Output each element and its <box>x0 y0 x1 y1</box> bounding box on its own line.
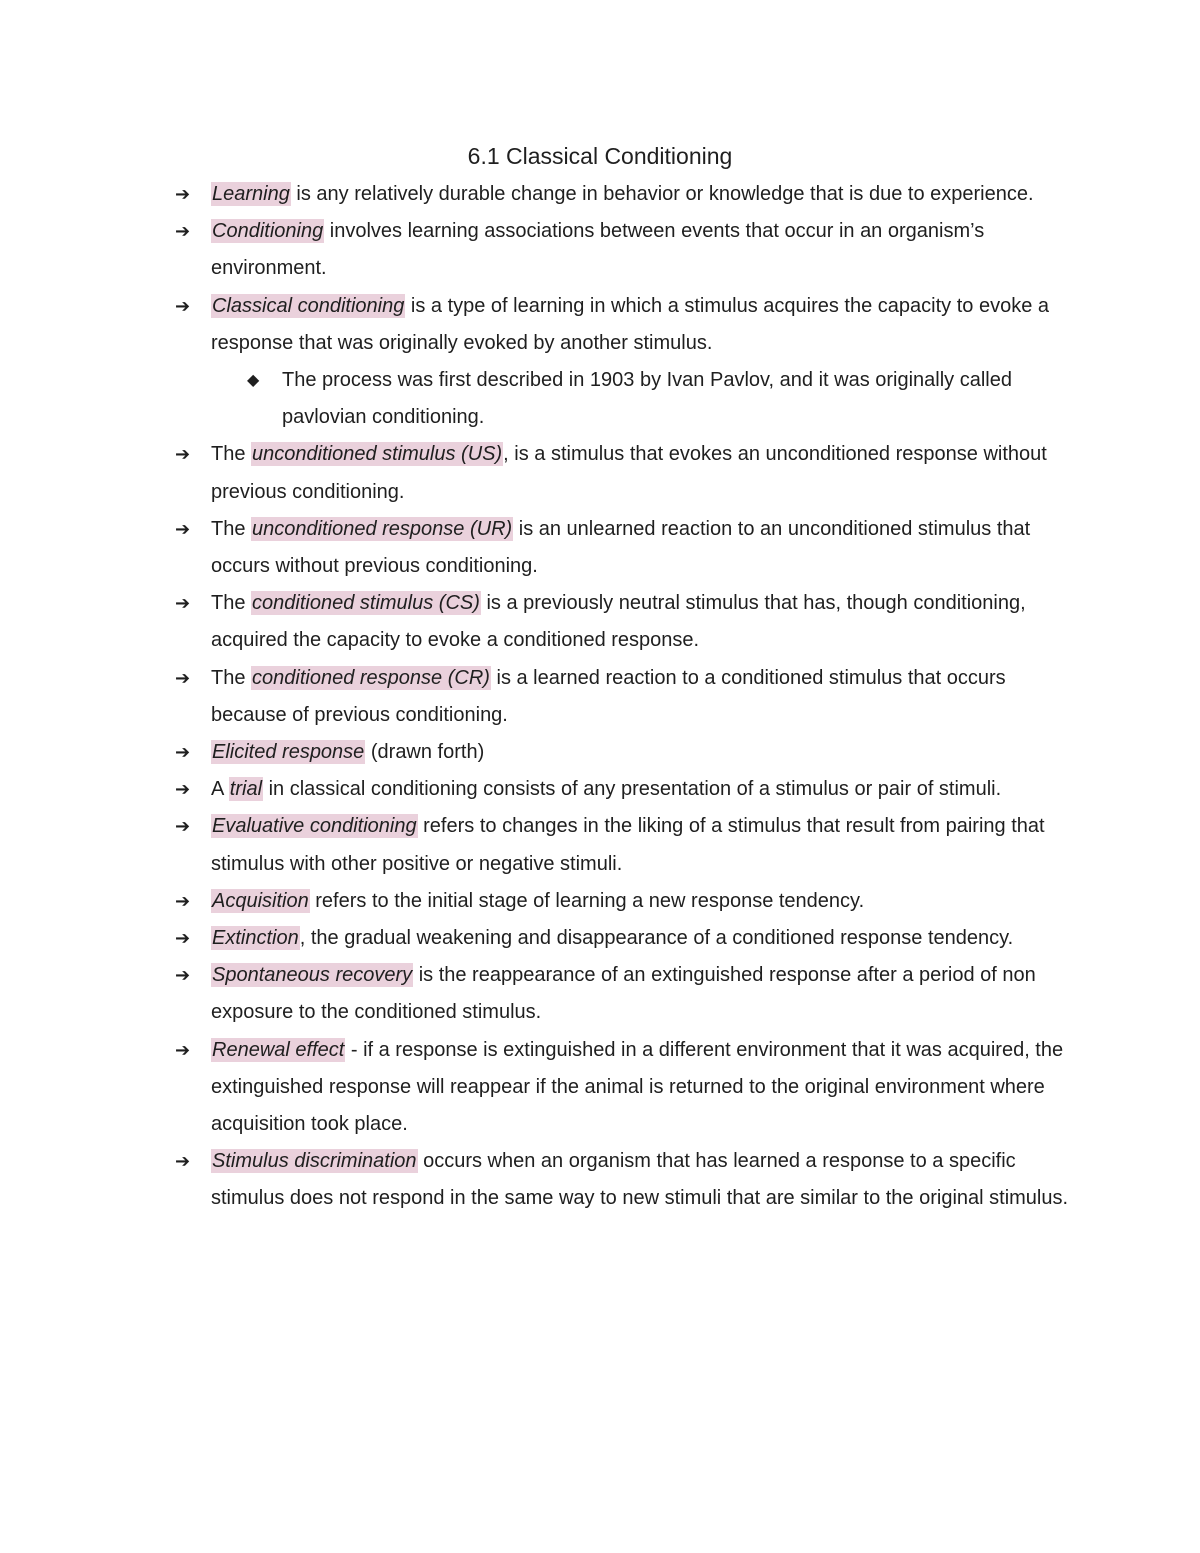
arrow-bullet-icon: ➔ <box>175 965 191 986</box>
sub-list-item <box>173 362 1073 436</box>
item-text: , the gradual weakening and disappearance of a conditioned response tendency. <box>299 927 1014 950</box>
list-item <box>173 957 1073 1031</box>
diamond-bullet-icon: ◆ <box>247 372 260 390</box>
highlighted-term: conditioned response (CR) <box>252 666 490 689</box>
highlighted-term: unconditioned response (UR) <box>252 517 513 540</box>
arrow-bullet-icon: ➔ <box>175 1039 191 1060</box>
item-text: is a previously neutral stimulus that has, though conditioning, acquired the capacity to evoke a conditioned response. <box>211 592 1026 652</box>
arrow-bullet-icon: ➔ <box>175 518 191 539</box>
item-text: is an unlearned reaction to an unconditioned stimulus that occurs without previous conditioning. <box>211 517 1031 578</box>
item-text: (drawn forth) <box>365 741 485 764</box>
list-item <box>173 883 1073 920</box>
highlighted-term: Evaluative conditioning <box>212 815 417 838</box>
item-text: is a type of learning in which a stimulus acquires the capacity to evoke a response that was originally evoked by another stimulus. <box>211 294 1049 354</box>
list-item <box>173 511 1073 585</box>
notes-list <box>173 176 1073 1218</box>
arrow-bullet-icon: ➔ <box>175 1151 191 1172</box>
highlighted-term: Conditioning <box>212 220 324 243</box>
arrow-bullet-icon: ➔ <box>175 816 191 837</box>
list-item <box>173 176 1073 213</box>
arrow-bullet-icon: ➔ <box>175 928 191 949</box>
list-item <box>173 1143 1073 1217</box>
page-title: 6.1 Classical Conditioning <box>467 143 733 169</box>
arrow-bullet-icon: ➔ <box>175 667 191 688</box>
item-text: refers to the initial stage of learning a new response tendency. <box>309 889 865 912</box>
highlighted-term: Renewal effect <box>212 1038 345 1061</box>
arrow-bullet-icon: ➔ <box>175 890 191 911</box>
arrow-bullet-icon: ➔ <box>175 295 191 316</box>
highlighted-term: unconditioned stimulus (US) <box>252 443 503 466</box>
item-prefix: The <box>211 517 252 540</box>
item-text: The process was first described in 1903 by Ivan Pavlov, and it was originally called pavlovian conditioning. <box>282 369 1012 429</box>
highlighted-term: Elicited response <box>212 741 365 764</box>
item-text: in classical conditioning consists of any presentation of a stimulus or pair of stimuli. <box>263 778 1002 801</box>
list-item <box>173 1032 1073 1144</box>
list-item <box>173 288 1073 362</box>
arrow-bullet-icon: ➔ <box>175 593 191 614</box>
item-text: , is a stimulus that evokes an unconditioned response without previous conditioning. <box>211 443 1047 503</box>
item-text: involves learning associations between events that occur in an organism’s environment. <box>211 220 985 280</box>
list-item <box>173 734 1073 771</box>
item-prefix: The <box>211 666 252 689</box>
item-prefix: The <box>211 443 252 466</box>
highlighted-term: Learning <box>212 183 290 205</box>
list-item <box>173 660 1073 734</box>
list-item <box>173 585 1073 659</box>
list-item <box>173 213 1073 287</box>
item-text: is the reappearance of an extinguished response after a period of non exposure to the conditioned stimulus. <box>211 964 1036 1024</box>
highlighted-term: conditioned stimulus (CS) <box>252 592 480 615</box>
arrow-bullet-icon: ➔ <box>175 444 191 465</box>
arrow-bullet-icon: ➔ <box>175 184 191 204</box>
item-prefix: The <box>211 592 252 615</box>
item-text: is any relatively durable change in behavior or knowledge that is due to experience. <box>290 183 1034 205</box>
highlighted-term: Stimulus discrimination <box>212 1150 417 1173</box>
item-text: refers to changes in the liking of a stimulus that result from pairing that stimulus with other positive or negative stimuli. <box>211 815 1045 875</box>
highlighted-term: Spontaneous recovery <box>212 964 413 987</box>
arrow-bullet-icon: ➔ <box>175 221 191 242</box>
highlighted-term: Extinction <box>212 927 299 950</box>
list-item <box>173 808 1073 882</box>
highlighted-term: trial <box>229 778 263 801</box>
list-item <box>173 920 1073 957</box>
arrow-bullet-icon: ➔ <box>175 742 191 763</box>
item-text: - if a response is extinguished in a different environment that it was acquired, the extinguished response will reappear if the animal is returned to the original environment where acquisition took place. <box>211 1038 1064 1136</box>
arrow-bullet-icon: ➔ <box>175 779 191 800</box>
highlighted-term: Classical conditioning <box>212 294 405 317</box>
list-item <box>173 771 1073 808</box>
item-text: is a learned reaction to a conditioned stimulus that occurs because of previous conditioning. <box>211 666 1006 726</box>
list-item <box>173 436 1073 510</box>
highlighted-term: Acquisition <box>212 889 309 912</box>
item-text: occurs when an organism that has learned a response to a specific stimulus does not respond in the same way to new stimuli that are similar to the original stimulus. <box>211 1150 1069 1210</box>
item-prefix: A <box>211 778 229 801</box>
